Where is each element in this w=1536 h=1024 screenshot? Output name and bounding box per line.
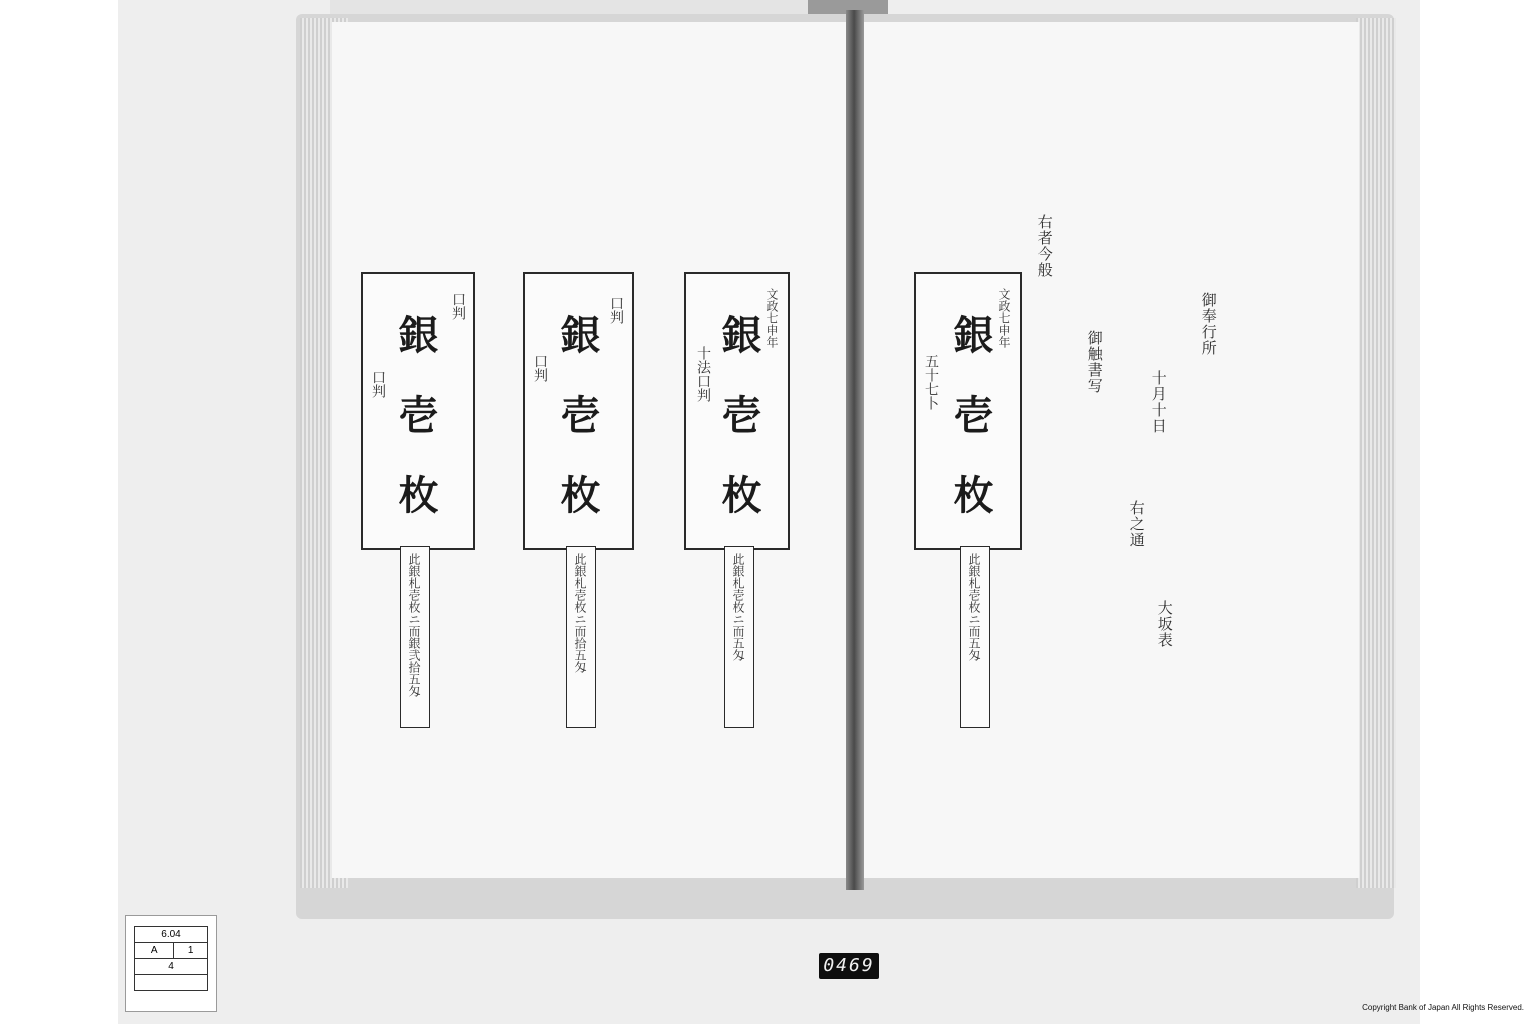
note-seal-mark-2: 十法口判 — [695, 346, 711, 402]
note-char-one: 壱 — [554, 394, 601, 434]
right-page-edges — [1356, 18, 1396, 888]
catalogue-cell: A — [135, 943, 174, 959]
note-stem-text: 此銀札壱枚ニ而五匁 — [731, 553, 745, 661]
catalogue-cell — [135, 975, 208, 991]
note-stem-text: 此銀札壱枚ニ而拾五匁 — [573, 553, 587, 673]
banknote-1-stem — [400, 546, 430, 728]
manuscript-column: 大坂表 — [1155, 600, 1174, 648]
note-char-silver: 銀 — [947, 314, 994, 354]
manuscript-column: 御触書写 — [1085, 330, 1104, 394]
note-char-one: 壱 — [947, 394, 994, 434]
note-seal-mark: 口判 — [450, 292, 466, 320]
banknote-2 — [523, 272, 634, 550]
note-stem-text: 此銀札壱枚ニ而銀弐拾五匁 — [407, 553, 421, 697]
note-seal-mark-2: 五十七卜 — [923, 354, 939, 410]
catalogue-cell: 6.04 — [135, 927, 208, 943]
copyright-notice: Copyright Bank of Japan All Rights Reserved. — [1362, 1003, 1524, 1012]
note-seal-mark-2: 口判 — [370, 370, 386, 398]
note-char-sheet: 枚 — [715, 474, 762, 514]
note-char-sheet: 枚 — [947, 474, 994, 514]
note-stem-text: 此銀札壱枚ニ而五匁 — [967, 553, 981, 661]
note-char-one: 壱 — [392, 394, 439, 434]
note-seal-mark-2: 口判 — [532, 354, 548, 382]
catalogue-cell: 4 — [135, 959, 208, 975]
catalogue-table — [134, 926, 208, 991]
catalogue-card — [125, 915, 217, 1012]
note-char-silver: 銀 — [554, 314, 601, 354]
book-gutter — [846, 10, 864, 890]
catalogue-cell: 1 — [174, 943, 208, 959]
note-char-sheet: 枚 — [554, 474, 601, 514]
banknote-1 — [361, 272, 475, 550]
manuscript-column: 十月十日 — [1149, 370, 1168, 434]
banknote-2-stem — [566, 546, 596, 728]
manuscript-column: 御奉行所 — [1199, 292, 1218, 356]
note-seal-mark: 口判 — [608, 296, 624, 324]
note-char-sheet: 枚 — [392, 474, 439, 514]
note-char-silver: 銀 — [715, 314, 762, 354]
manuscript-column: 右者今般 — [1035, 214, 1054, 278]
note-char-one: 壱 — [715, 394, 762, 434]
banknote-4-stem — [960, 546, 990, 728]
note-date-mark: 文政七申年 — [997, 288, 1011, 348]
note-date-mark: 文政七申年 — [765, 288, 779, 348]
banknote-4 — [914, 272, 1022, 550]
frame-number: 0469 — [819, 953, 879, 979]
banknote-3-stem — [724, 546, 754, 728]
note-char-silver: 銀 — [392, 314, 439, 354]
banknote-3 — [684, 272, 790, 550]
manuscript-column: 右之通 — [1127, 500, 1146, 548]
